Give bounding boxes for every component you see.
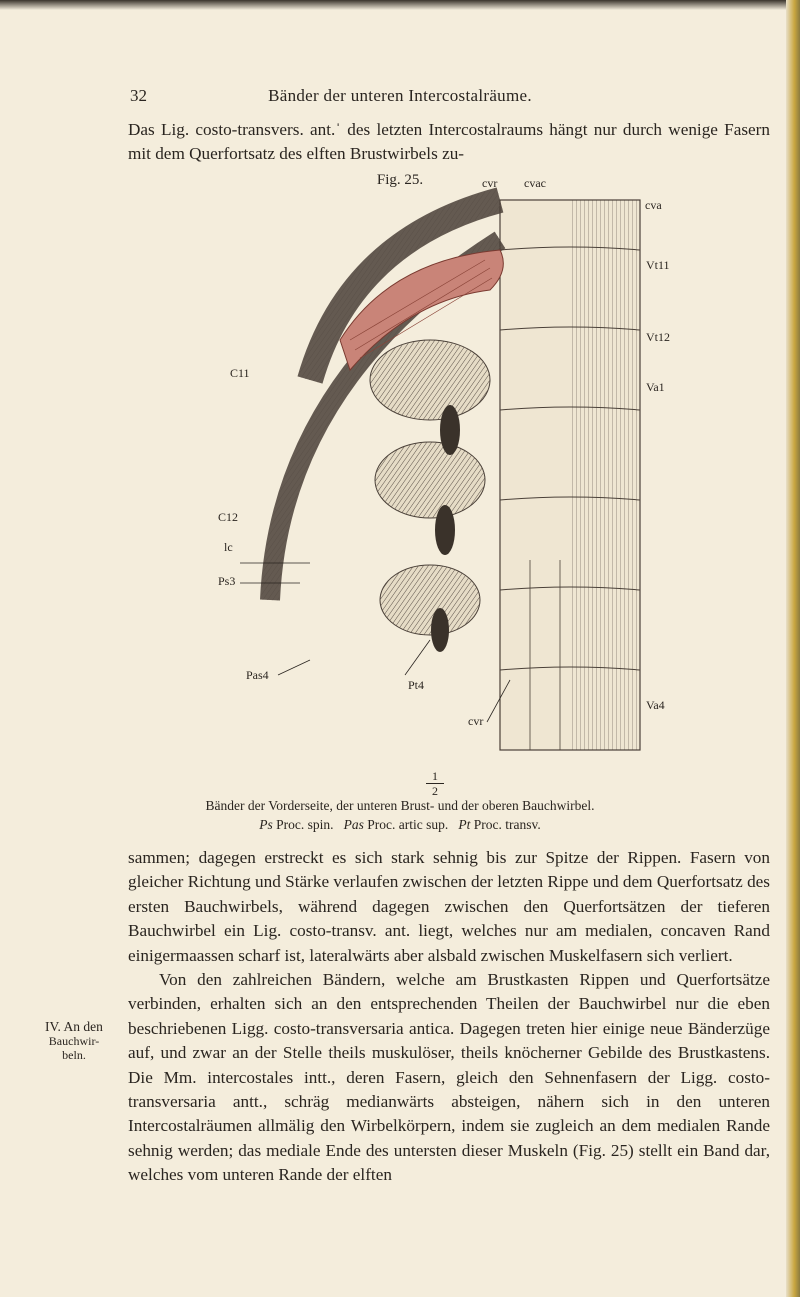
running-head: Bänder der unteren Intercostalräume. — [268, 86, 532, 105]
label-pt4: Pt4 — [408, 678, 425, 692]
paragraph-2: Von den zahlreichen Bändern, welche am Brustkasten Rippen und Querfortsätze verbinden, erhalten sich an den entsprechenden Theilen der Bauchwirbel nur die eben beschriebenen Ligg. costo-transversaria antica. Dagegen treten hier einige neue Bänderzüge auf, und zwar an der Stelle theils muskulöser, theils knöcherner Gebilde des Brustkastens. Die Mm. intercostales intt., deren Fasern, gleich den Sehnenfasern der Ligg. costo-transversaria antt., schräg medianwärts absteigen, nähern sich in den unteren Intercostalräumen allmälig den Wirbelkörpern, indem sie zugleich an dem medialen Rande sehnig werden; das mediale Ende des untersten dieser Muskeln (Fig. 25) stellt ein Band dar, welches vom unteren Rande der elften — [128, 970, 770, 1185]
label-cva: cva — [645, 198, 662, 212]
margin-note — [26, 1020, 122, 1062]
label-pas4: Pas4 — [246, 668, 269, 682]
abbr-ps-text: Proc. spin. — [276, 817, 334, 832]
intro-text — [128, 118, 770, 167]
page-header — [0, 86, 800, 110]
margin-note-line1: IV. An den — [45, 1019, 103, 1034]
figure-number: Fig. 25. — [376, 172, 424, 188]
label-c11: C11 — [230, 366, 250, 380]
scale-denominator: 2 — [432, 784, 438, 798]
main-text — [128, 846, 770, 1188]
label-vt12: Vt12 — [646, 330, 670, 344]
anatomical-figure — [200, 176, 720, 760]
margin-note-line3: beln. — [62, 1048, 86, 1062]
margin-note-line2: Bauchwir- — [48, 1034, 100, 1048]
label-cvr-bottom: cvr — [468, 714, 484, 728]
page-gilt-edge — [786, 0, 800, 1297]
abbr-ps: Ps — [259, 817, 273, 832]
page-number: 32 — [130, 86, 147, 105]
label-vt11: Vt11 — [646, 258, 670, 272]
abbr-pt-text: Proc. transv. — [473, 817, 541, 832]
label-va1: Va1 — [646, 380, 665, 394]
scale-fraction — [420, 770, 450, 797]
figure-caption: Bänder der Vorderseite, der unteren Brust- und der oberen Bauchwirbel. — [205, 798, 595, 813]
abbr-pas-text: Proc. artic sup. — [367, 817, 449, 832]
abbr-pas: Pas — [343, 817, 364, 832]
label-lc: lc — [224, 540, 233, 554]
paragraph-1: sammen; dagegen erstreckt es sich stark sehnig bis zur Spitze der Rippen. Fasern von gleicher Richtung und Stärke verlaufen zwischen der letzten Rippe und dem Querfortsatz des ersten Bauchwirbels, während dagegen zwischen den Querfortsätzen der tieferen Bauchwirbel ein Lig. costo-transv. ant. liegt, welches nur am medialen, concaven Rand einigermaassen scharf ist, lateralwärts aber alsbald zwischen Muskelfasern sich verliert. — [128, 848, 770, 965]
page-edge — [0, 0, 800, 10]
label-va4: Va4 — [646, 698, 665, 712]
label-c12: C12 — [218, 510, 239, 524]
label-cvr-top: cvr — [482, 176, 498, 190]
intro-paragraph: Das Lig. costo-transvers. ant.ˈ des letzten Intercostalraums hängt nur durch wenige Fasern mit dem Querfortsatz des elften Brustwirbels zu- — [128, 120, 770, 164]
label-ps3: Ps3 — [218, 574, 236, 588]
abbr-pt: Pt — [458, 817, 471, 832]
figure-illustration — [200, 180, 720, 760]
figure-abbreviations — [0, 817, 800, 833]
scale-numerator: 1 — [432, 769, 438, 783]
label-cvac: cvac — [524, 176, 546, 190]
